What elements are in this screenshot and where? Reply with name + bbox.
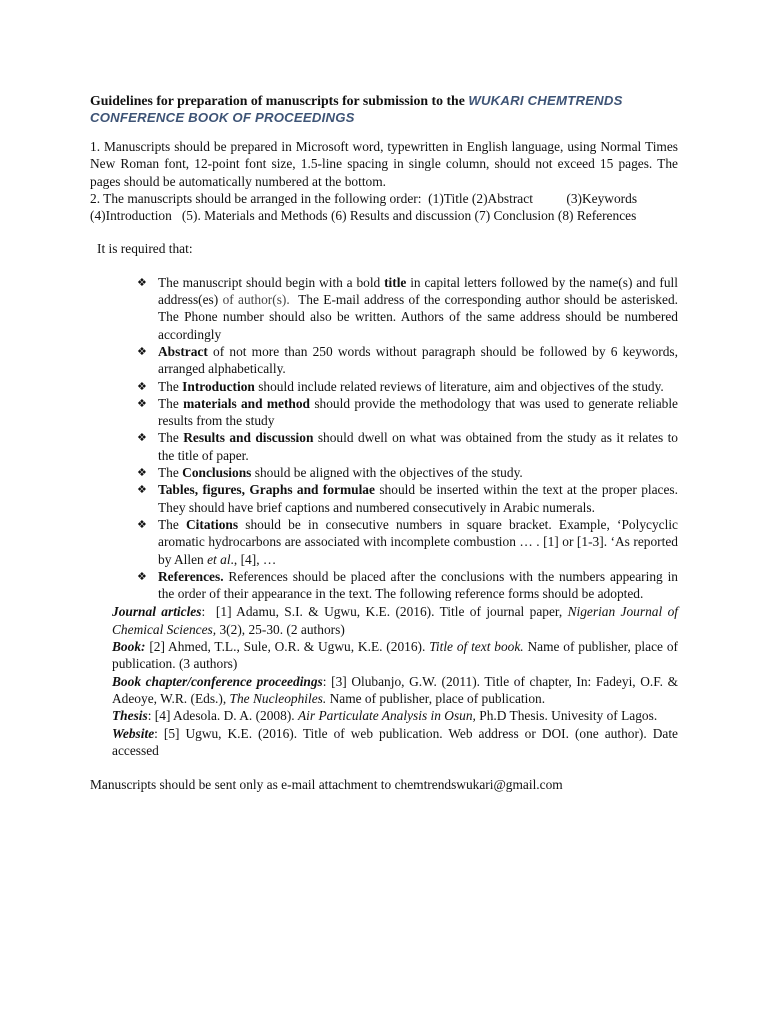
diamond-bullet-icon: ❖ (137, 379, 147, 393)
rule-text: The (158, 516, 186, 532)
requirements-list (90, 274, 682, 603)
rule-text: in capital letters followed by the name(s) and full address(es) (158, 274, 678, 308)
diamond-bullet-icon: ❖ (137, 431, 147, 445)
reference-text: Ph.D Thesis. Univesity of Lagos. (475, 708, 658, 724)
list-item (137, 481, 678, 516)
rule-text: References should be placed after the conclusions with the numbers appearing in the order of their appearance in the text. The following reference forms should be adopted. (158, 568, 678, 602)
title-prefix: Guidelines for preparation of manuscripts for submission to the (90, 93, 465, 108)
rule-bold: Tables, figures, Graphs and formulae (158, 482, 375, 498)
reference-text: Name of publisher, place of publication. (3 authors) (112, 639, 678, 672)
reference-website (112, 725, 678, 760)
page-title (90, 92, 678, 126)
reference-thesis (112, 707, 678, 724)
rule-bold: Results and discussion (183, 430, 314, 446)
title-accent-line2: CONFERENCE BOOK OF PROCEEDINGS (90, 110, 355, 125)
rule-text: The (158, 430, 184, 446)
rule-text: should be inserted within the text at the proper places. They should have brief captions and numbered consecutively in Arabic numerals. (158, 482, 678, 515)
reference-label: Journal articles (112, 604, 202, 620)
rule-text: should dwell on what was obtained from the study as it relates to the title of paper. (158, 430, 679, 463)
order-line-2: (4)Introduction (5). Materials and Methods (6) Results and discussion (7) Conclusion (8) References (90, 208, 637, 224)
diamond-bullet-icon: ❖ (137, 569, 147, 583)
reference-label: Thesis (112, 708, 148, 724)
diamond-bullet-icon: ❖ (137, 517, 147, 531)
document-page (90, 92, 682, 793)
rule-text-grey: of author(s). (222, 292, 290, 308)
formatting-paragraph: 1. Manuscripts should be prepared in Microsoft word, typewritten in English language, using Normal Times New Roman font, 12-point font size, 1.5-line spacing in single column, should not exceed 15 pages. The pages should be automatically numbered at the bottom. (90, 139, 678, 189)
list-item (137, 274, 682, 343)
diamond-bullet-icon: ❖ (137, 483, 147, 497)
reference-italic: Air Particulate Analysis in Osun, (297, 708, 476, 724)
rule-text: The (158, 378, 183, 394)
requirements-intro: It is required that: (97, 241, 193, 257)
rule-bold: Abstract (158, 343, 208, 359)
order-paragraph (90, 190, 678, 225)
order-line-1: 2. The manuscripts should be arranged in the following order: (1)Title (2)Abstract (3)Keywords (90, 190, 638, 206)
reference-label: Website (112, 725, 155, 741)
list-item (137, 516, 678, 568)
reference-sep: : (201, 604, 216, 620)
reference-italic: Title of text book. (429, 639, 524, 655)
rule-text: should be aligned with the objectives of the study. (251, 465, 523, 481)
reference-text: [5] Ugwu, K.E. (2016). Title of web publication. Web address or DOI. (one author). Date accessed (112, 725, 678, 758)
reference-examples (112, 603, 678, 759)
rule-text: should provide the methodology that was used to generate reliable results from the study (158, 395, 678, 429)
diamond-bullet-icon: ❖ (137, 396, 147, 410)
rule-italic: et al (207, 551, 231, 567)
rule-text: should include related reviews of literature, aim and objectives of the study. (254, 378, 664, 394)
list-item (137, 464, 678, 481)
rule-bold: title (384, 274, 407, 290)
reference-sep: : (322, 673, 332, 689)
diamond-bullet-icon: ❖ (137, 344, 147, 358)
rule-bold: Introduction (182, 378, 255, 394)
reference-text: 3(2), 25-30. (2 authors) (216, 621, 345, 637)
reference-sep: : (154, 725, 164, 741)
reference-journal (112, 603, 678, 638)
reference-text: [2] Ahmed, T.L., Sule, O.R. & Ugwu, K.E. (2016). (149, 639, 430, 655)
reference-label: Book: (112, 639, 146, 655)
rule-text: ., [4], … (230, 551, 277, 567)
list-item (137, 378, 678, 395)
title-accent-line1: WUKARI CHEMTRENDS (468, 93, 623, 108)
list-item (137, 429, 678, 464)
submission-note: Manuscripts should be sent only as e-mail attachment to chemtrendswukari@gmail.com (90, 777, 563, 793)
rule-bold: Conclusions (182, 465, 252, 481)
rule-text: The manuscript should begin with a bold (158, 274, 385, 290)
rule-bold: Citations (186, 516, 239, 532)
rule-bold: References. (158, 568, 224, 584)
reference-label: Book chapter/conference proceedings (112, 673, 323, 689)
rule-text: of not more than 250 words without paragraph should be followed by 6 keywords, arranged alphabetically. (158, 343, 678, 377)
reference-text: [1] Adamu, S.I. & Ugwu, K.E. (2016). Title of journal paper, (215, 604, 568, 620)
reference-text: Name of publisher, place of publication. (326, 690, 546, 706)
rule-text: The E-mail address of the corresponding author should be asterisked. The Phone number should also be written. Authors of the same address should be numbered accordingly (158, 292, 682, 342)
reference-text: [3] Olubanjo, G.W. (2011). Title of chapter, In: Fadeyi, O.F. & Adeoye, W.R. (Eds.), (112, 673, 678, 706)
list-item (137, 395, 678, 430)
rule-text: should be in consecutive numbers in square bracket. Example, ‘Polycyclic aromatic hydrocarbons are associated with incomplete combustion … . [1] or [1-3]. ‘As reported by Allen (158, 516, 678, 567)
reference-italic: Nigerian Journal of Chemical Sciences, (112, 604, 678, 637)
rule-text: The (158, 395, 184, 411)
reference-chapter (112, 673, 678, 708)
diamond-bullet-icon: ❖ (137, 466, 147, 480)
list-item (137, 568, 678, 603)
diamond-bullet-icon: ❖ (137, 275, 147, 289)
list-item (137, 343, 678, 378)
reference-italic: The Nucleophiles. (229, 690, 327, 706)
reference-text: [4] Adesola. D. A. (2008). (154, 708, 298, 724)
rule-text: The (158, 465, 183, 481)
reference-sep: : (147, 708, 155, 724)
reference-book (112, 638, 678, 673)
rule-bold: materials and method (183, 395, 311, 411)
